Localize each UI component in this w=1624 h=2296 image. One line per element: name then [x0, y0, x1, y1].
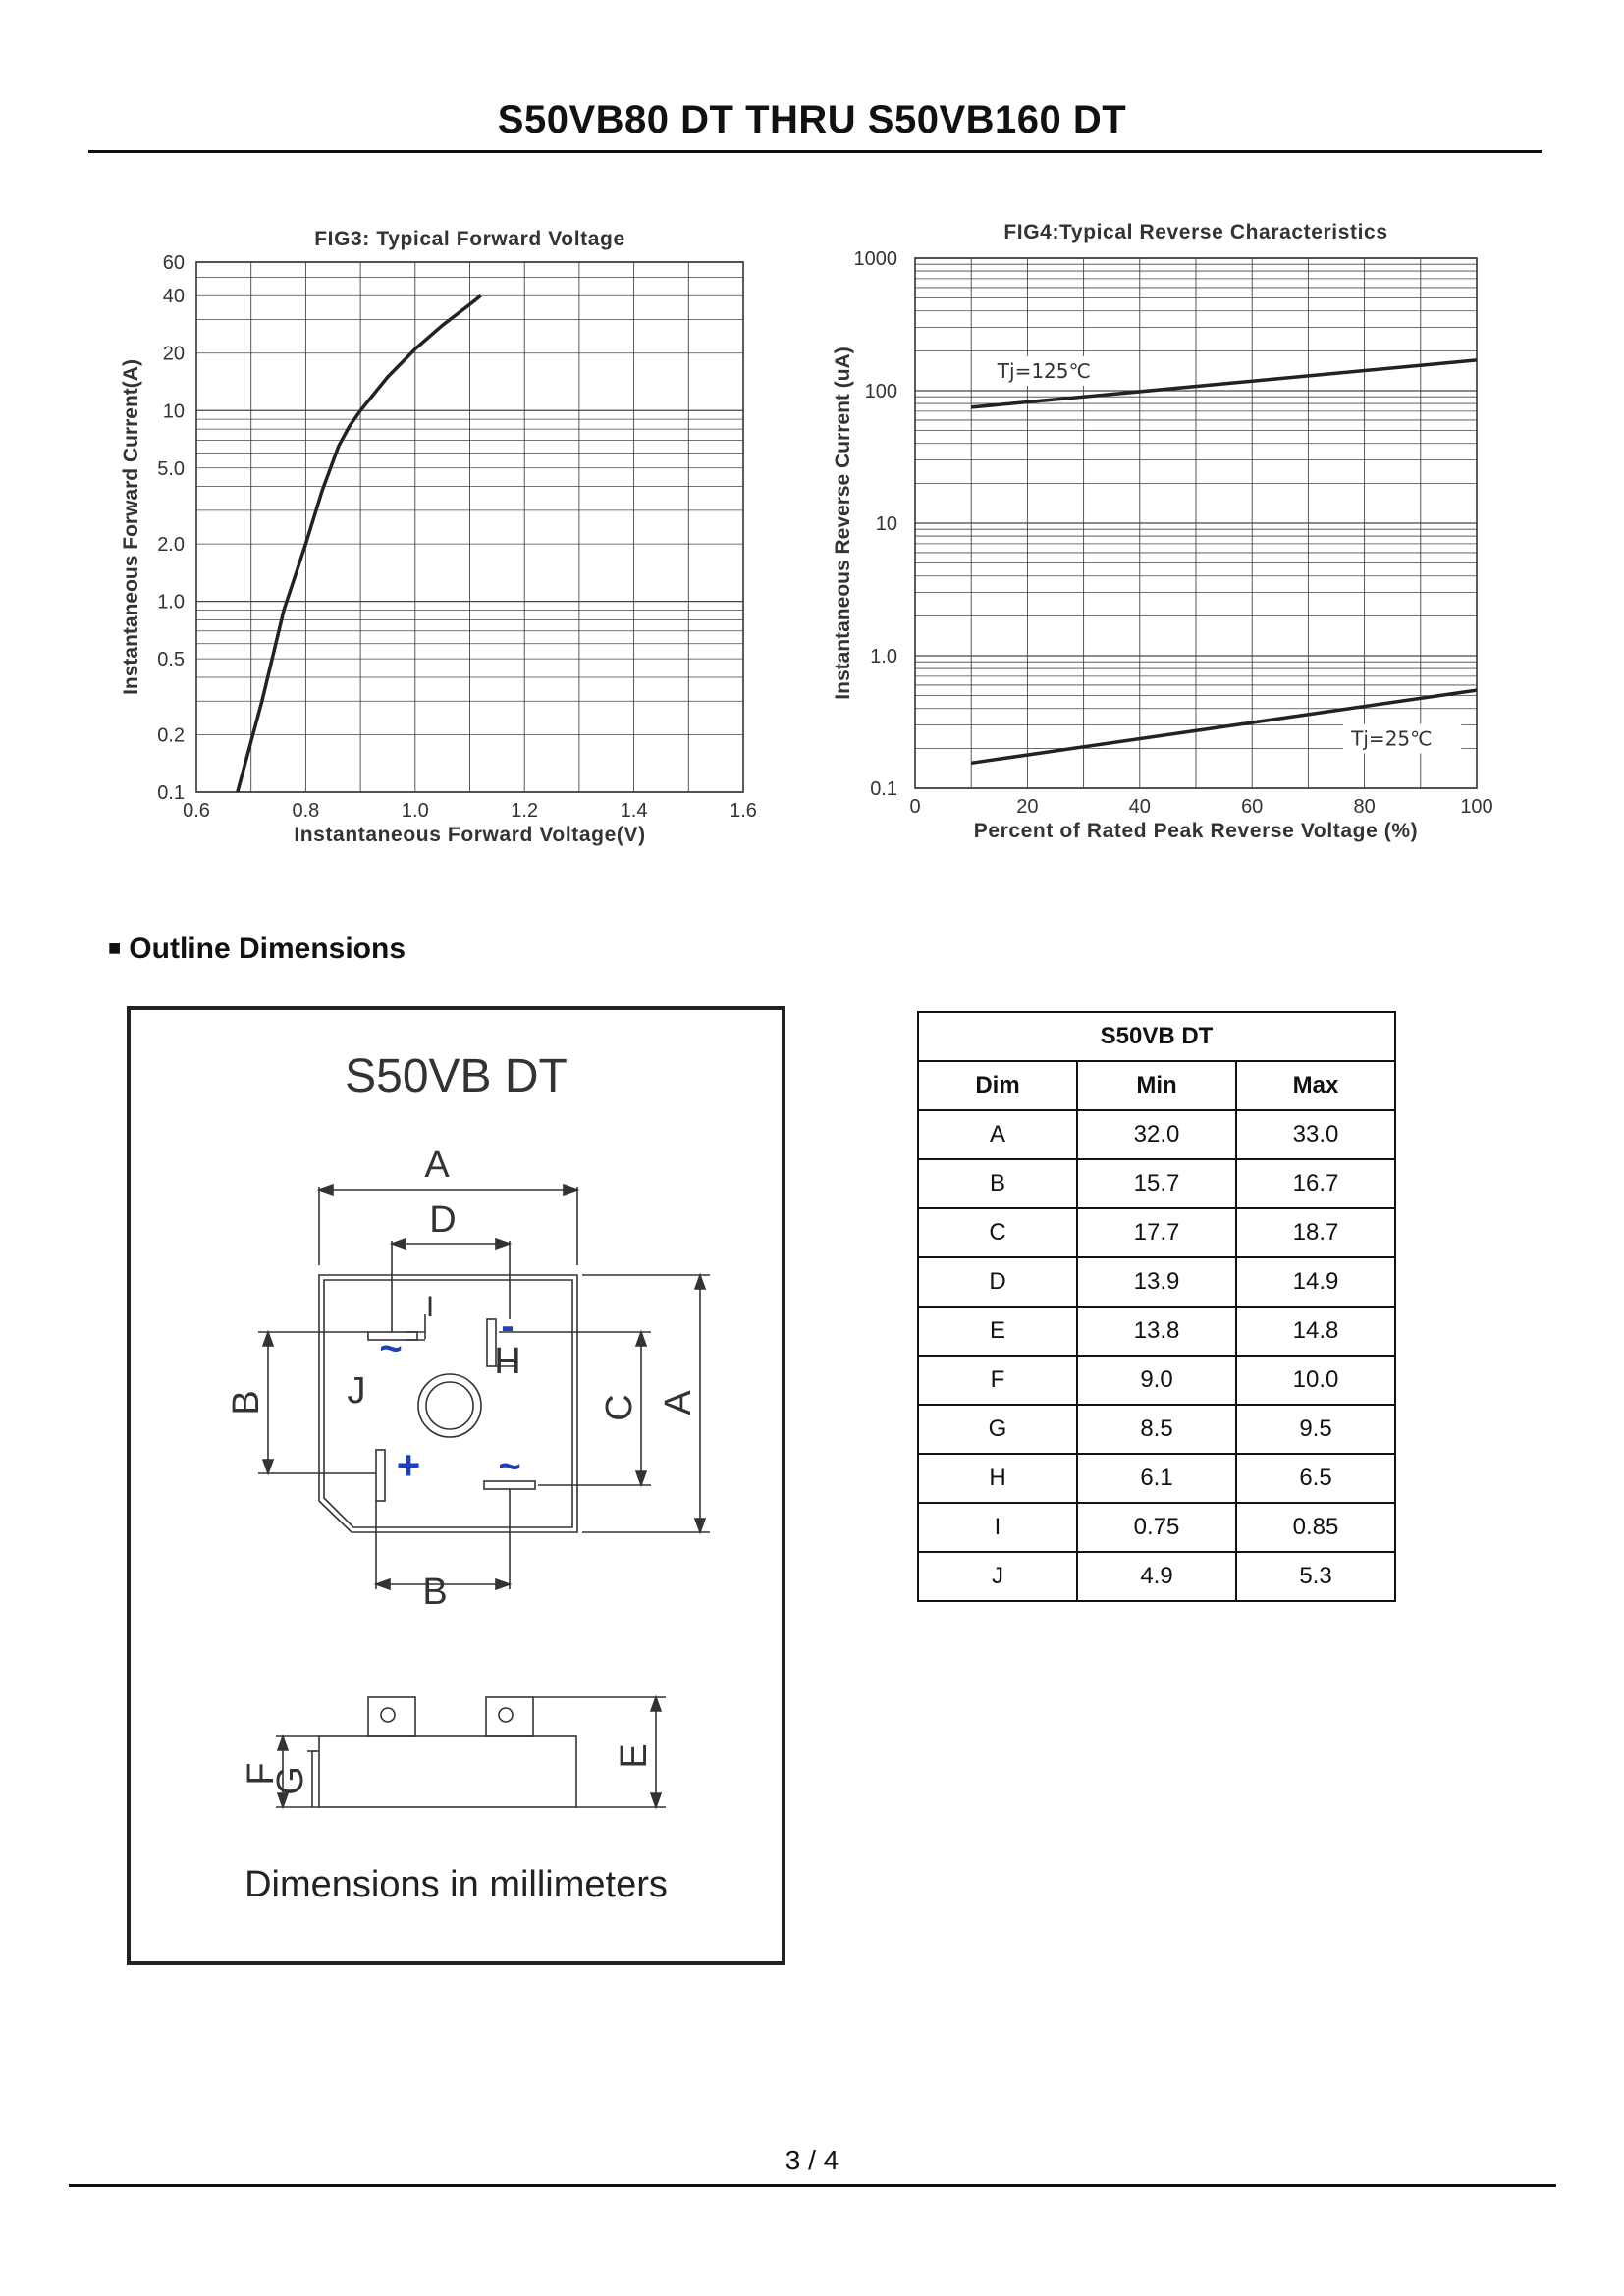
fig3-y-axis-label: Instantaneous Forward Current(A) — [120, 359, 142, 695]
side-view-body — [319, 1736, 576, 1807]
dim-label-a-top: A — [424, 1145, 450, 1186]
fig3-y-tick-label: 60 — [162, 252, 185, 274]
dim-label-h: H — [494, 1341, 521, 1382]
cell-min: 17.7 — [1077, 1208, 1236, 1257]
cell-max: 33.0 — [1236, 1110, 1395, 1159]
cell-min: 6.1 — [1077, 1454, 1236, 1503]
table-row — [918, 1405, 1395, 1454]
fig4-y-tick-label: 100 — [864, 381, 897, 402]
table-row — [918, 1552, 1395, 1601]
fig4-x-tick-label: 80 — [1353, 796, 1376, 818]
fig4-x-tick-label: 0 — [909, 796, 921, 818]
fig3-title: FIG3: Typical Forward Voltage — [314, 228, 625, 250]
cell-min: 8.5 — [1077, 1405, 1236, 1454]
cell-max: 14.9 — [1236, 1257, 1395, 1307]
ac-symbol-bottom: ~ — [498, 1445, 521, 1488]
cell-dim: E — [918, 1307, 1077, 1356]
table-row — [918, 1208, 1395, 1257]
cell-dim: A — [918, 1110, 1077, 1159]
dimensions-table — [917, 1011, 1396, 1602]
series-label: Tj=125℃ — [997, 358, 1091, 383]
fig4-x-tick-label: 100 — [1460, 796, 1493, 818]
outline-heading-text: Outline Dimensions — [129, 933, 406, 965]
fig3-x-tick-label: 1.0 — [401, 800, 429, 822]
minus-symbol: - — [501, 1305, 514, 1348]
cell-dim: G — [918, 1405, 1077, 1454]
cell-dim: I — [918, 1503, 1077, 1552]
page-number: 3 / 4 — [785, 2145, 839, 2175]
header-min: Min — [1077, 1061, 1236, 1110]
cell-min: 13.9 — [1077, 1257, 1236, 1307]
cell-dim: J — [918, 1552, 1077, 1601]
fig4-x-tick-label: 60 — [1241, 796, 1264, 818]
header-dim: Dim — [918, 1061, 1077, 1110]
fig4-chart — [815, 211, 1532, 869]
heading-bullet: ■ — [108, 935, 122, 960]
footer-rule — [69, 2184, 1556, 2187]
header-max: Max — [1236, 1061, 1395, 1110]
table-row — [918, 1257, 1395, 1307]
package-title: S50VB DT — [345, 1050, 568, 1102]
fig4-y-tick-label: 1000 — [853, 248, 897, 270]
dim-label-i: I — [425, 1291, 435, 1323]
cell-max: 0.85 — [1236, 1503, 1395, 1552]
cell-max: 18.7 — [1236, 1208, 1395, 1257]
fig4-y-tick-label: 10 — [875, 513, 897, 535]
fig3-y-tick-label: 0.2 — [157, 724, 185, 747]
cell-dim: C — [918, 1208, 1077, 1257]
table-row — [918, 1356, 1395, 1405]
table-row — [918, 1110, 1395, 1159]
ac-symbol-top: ~ — [379, 1327, 403, 1370]
outline-drawing-box — [127, 1006, 785, 1965]
cell-min: 4.9 — [1077, 1552, 1236, 1601]
fig3-x-tick-label: 0.6 — [183, 800, 210, 822]
terminal-plus — [376, 1450, 385, 1501]
dim-label-c: C — [599, 1394, 640, 1421]
fig4-y-tick-label: 0.1 — [870, 778, 897, 800]
fig3-y-tick-label: 5.0 — [157, 457, 185, 480]
page-title: S50VB80 DT THRU S50VB160 DT — [497, 98, 1127, 141]
dim-label-g: G — [270, 1766, 311, 1795]
outline-drawing — [131, 1010, 782, 1961]
series-label: Tj=25℃ — [1351, 726, 1433, 751]
side-view-terminal-1 — [368, 1697, 415, 1736]
dim-label-j: J — [347, 1370, 366, 1412]
cell-max: 9.5 — [1236, 1405, 1395, 1454]
dim-label-b-bottom: B — [422, 1572, 448, 1613]
cell-max: 5.3 — [1236, 1552, 1395, 1601]
fig4-x-tick-label: 20 — [1016, 796, 1039, 818]
cell-max: 6.5 — [1236, 1454, 1395, 1503]
dim-label-a-right: A — [658, 1390, 699, 1415]
cell-dim: D — [918, 1257, 1077, 1307]
table-row — [918, 1454, 1395, 1503]
cell-min: 15.7 — [1077, 1159, 1236, 1208]
fig3-x-tick-label: 1.6 — [730, 800, 757, 822]
cell-dim: F — [918, 1356, 1077, 1405]
table-row — [918, 1159, 1395, 1208]
header-rule — [88, 150, 1542, 153]
cell-min: 13.8 — [1077, 1307, 1236, 1356]
fig3-x-axis-label: Instantaneous Forward Voltage(V) — [294, 824, 646, 846]
dim-label-f: F — [241, 1762, 282, 1786]
mount-hole-outer — [418, 1374, 481, 1437]
cell-max: 14.8 — [1236, 1307, 1395, 1356]
cell-dim: B — [918, 1159, 1077, 1208]
fig4-y-tick-label: 1.0 — [870, 646, 897, 667]
plus-symbol: + — [396, 1442, 421, 1488]
cell-max: 16.7 — [1236, 1159, 1395, 1208]
fig3-chart — [108, 216, 776, 864]
fig4-x-tick-label: 40 — [1128, 796, 1151, 818]
fig3-y-tick-label: 0.5 — [157, 649, 185, 671]
table-row — [918, 1503, 1395, 1552]
dim-label-d: D — [429, 1200, 457, 1241]
cell-min: 9.0 — [1077, 1356, 1236, 1405]
cell-dim: H — [918, 1454, 1077, 1503]
fig3-y-tick-label: 10 — [162, 400, 185, 423]
fig4-x-axis-label: Percent of Rated Peak Reverse Voltage (%) — [973, 820, 1419, 842]
table-caption: S50VB DT — [918, 1012, 1395, 1061]
fig3-y-tick-label: 20 — [162, 343, 185, 365]
dim-label-e: E — [614, 1743, 655, 1769]
fig3-y-tick-label: 1.0 — [157, 591, 185, 614]
fig3-y-tick-label: 0.1 — [157, 782, 185, 804]
fig3-x-tick-label: 1.2 — [511, 800, 539, 822]
cell-min: 0.75 — [1077, 1503, 1236, 1552]
table-row — [918, 1307, 1395, 1356]
fig3-y-tick-label: 40 — [162, 286, 185, 308]
mount-hole-inner — [426, 1382, 473, 1429]
fig4-title: FIG4:Typical Reverse Characteristics — [1003, 221, 1388, 243]
outline-heading — [108, 933, 406, 966]
cell-min: 32.0 — [1077, 1110, 1236, 1159]
fig3-x-tick-label: 1.4 — [620, 800, 648, 822]
fig3-y-tick-label: 2.0 — [157, 534, 185, 557]
cell-max: 10.0 — [1236, 1356, 1395, 1405]
dimensions-note: Dimensions in millimeters — [244, 1864, 668, 1905]
dim-label-b-left: B — [226, 1390, 267, 1415]
fig4-y-axis-label: Instantaneous Reverse Current (uA) — [832, 347, 854, 700]
fig3-x-tick-label: 0.8 — [292, 800, 320, 822]
side-view-terminal-2 — [486, 1697, 533, 1736]
